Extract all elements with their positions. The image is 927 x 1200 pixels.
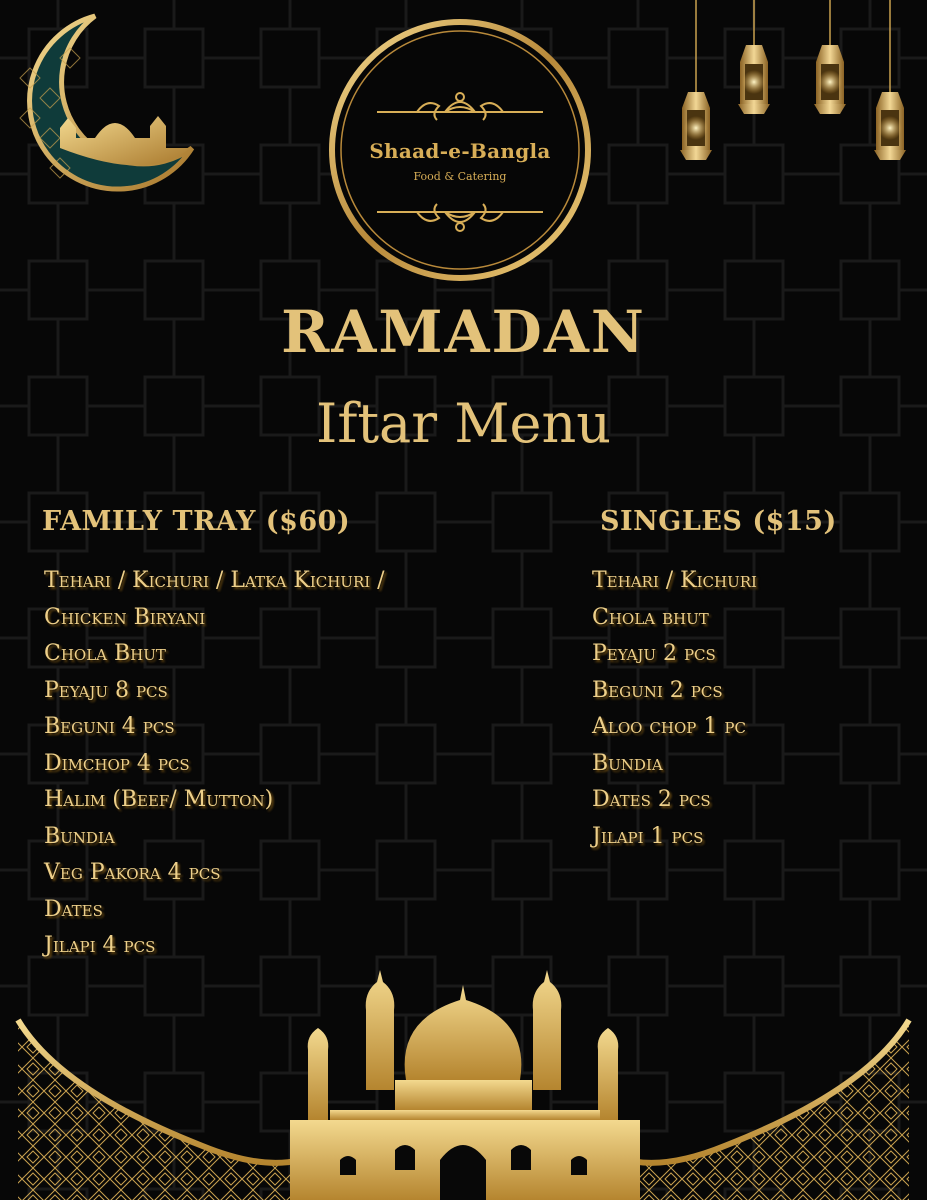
brand-logo bbox=[327, 17, 593, 283]
mosque-silhouette-icon bbox=[0, 970, 927, 1200]
menu-item: Chicken Biryani bbox=[44, 604, 206, 630]
menu-item: Aloo chop 1 pc bbox=[592, 714, 746, 739]
menu-item: Peyaju 2 pcs bbox=[592, 641, 716, 666]
menu-item: Jilapi 1 pcs bbox=[592, 823, 704, 849]
menu-item: Peyaju 8 pcs bbox=[44, 677, 168, 703]
menu-item: Bundia bbox=[44, 823, 115, 849]
menu-item: Dates 2 pcs bbox=[592, 787, 711, 812]
crescent-moon-mosque-icon bbox=[0, 8, 200, 198]
menu-item: Beguni 2 pcs bbox=[592, 677, 723, 703]
family-tray-list bbox=[44, 563, 385, 965]
menu-item: Dimchop 4 pcs bbox=[44, 750, 190, 776]
menu-item: Halim (Beef/ Mutton) bbox=[44, 787, 274, 812]
menu-item: Tehari / Kichuri / Latka Kichuri / bbox=[44, 568, 385, 593]
menu-item: Jilapi 4 pcs bbox=[44, 933, 156, 958]
menu-item: Chola bhut bbox=[592, 604, 709, 630]
hanging-lanterns-icon bbox=[670, 0, 927, 175]
menu-item: Chola Bhut bbox=[44, 641, 166, 666]
menu-item: Tehari / Kichuri bbox=[592, 568, 757, 593]
singles-list bbox=[592, 563, 757, 855]
singles-heading: SINGLES ($15) bbox=[600, 506, 837, 537]
menu-item: Bundia bbox=[592, 750, 663, 776]
menu-item: Dates bbox=[44, 896, 103, 922]
menu-item: Beguni 4 pcs bbox=[44, 714, 175, 739]
menu-item: Veg Pakora 4 pcs bbox=[44, 860, 221, 885]
page-title: RAMADAN bbox=[281, 298, 646, 366]
brand-tagline: Food & Catering bbox=[413, 170, 507, 183]
brand-name: Shaad-e-Bangla bbox=[369, 139, 551, 163]
family-tray-heading: FAMILY TRAY ($60) bbox=[42, 506, 351, 537]
page-subtitle: Iftar Menu bbox=[316, 392, 611, 455]
